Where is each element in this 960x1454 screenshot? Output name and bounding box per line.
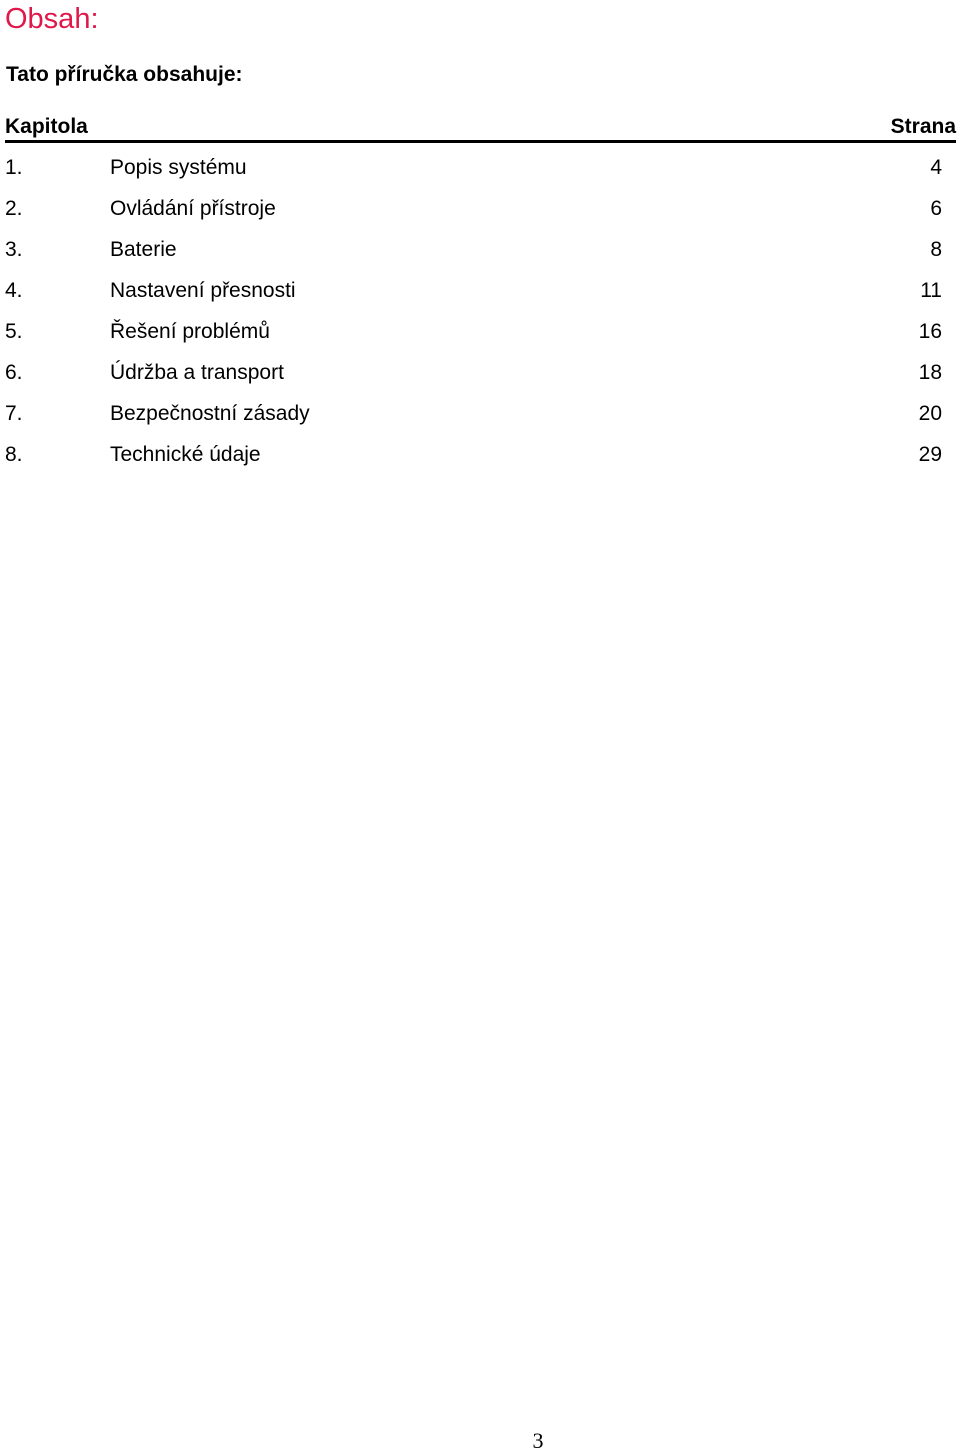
toc-entry-title: Údržba a transport <box>110 361 284 384</box>
toc-entry-title: Bezpečnostní zásady <box>110 402 310 425</box>
page-title: Obsah: <box>5 3 99 35</box>
toc-entry[interactable] <box>5 154 942 195</box>
page-number: 3 <box>532 1428 544 1453</box>
column-page-label: Strana <box>890 115 956 138</box>
toc-entry-title: Baterie <box>110 238 177 261</box>
toc-entry-number: 5. <box>5 320 23 343</box>
toc-entry[interactable] <box>5 441 942 482</box>
toc-entry-page: 29 <box>918 443 942 466</box>
toc-entry-number: 8. <box>5 443 23 466</box>
toc-entry[interactable] <box>5 400 942 441</box>
toc-entry-number: 7. <box>5 402 23 425</box>
column-chapter-label: Kapitola <box>5 115 88 138</box>
toc-entry-page: 18 <box>918 361 942 384</box>
toc-header <box>5 114 956 143</box>
toc-entry-title: Nastavení přesnosti <box>110 279 296 302</box>
toc-entry-number: 2. <box>5 197 23 220</box>
toc-list <box>5 154 942 482</box>
toc-entry-number: 4. <box>5 279 23 302</box>
toc-entry[interactable] <box>5 318 942 359</box>
toc-entry-page: 16 <box>918 320 942 343</box>
toc-entry[interactable] <box>5 359 942 400</box>
toc-entry-number: 1. <box>5 156 23 179</box>
toc-entry-page: 20 <box>918 402 942 425</box>
toc-entry[interactable] <box>5 277 942 318</box>
toc-entry-page: 4 <box>930 156 942 179</box>
toc-entry[interactable] <box>5 236 942 277</box>
toc-entry-title: Ovládání přístroje <box>110 197 276 220</box>
toc-entry[interactable] <box>5 195 942 236</box>
toc-entry-number: 6. <box>5 361 23 384</box>
toc-entry-title: Technické údaje <box>110 443 261 466</box>
toc-entry-page: 11 <box>920 279 942 302</box>
toc-entry-number: 3. <box>5 238 23 261</box>
toc-entry-page: 8 <box>930 238 942 261</box>
toc-entry-page: 6 <box>930 197 942 220</box>
intro-text: Tato příručka obsahuje: <box>6 63 243 86</box>
toc-entry-title: Řešení problémů <box>110 320 270 343</box>
toc-entry-title: Popis systému <box>110 156 247 179</box>
